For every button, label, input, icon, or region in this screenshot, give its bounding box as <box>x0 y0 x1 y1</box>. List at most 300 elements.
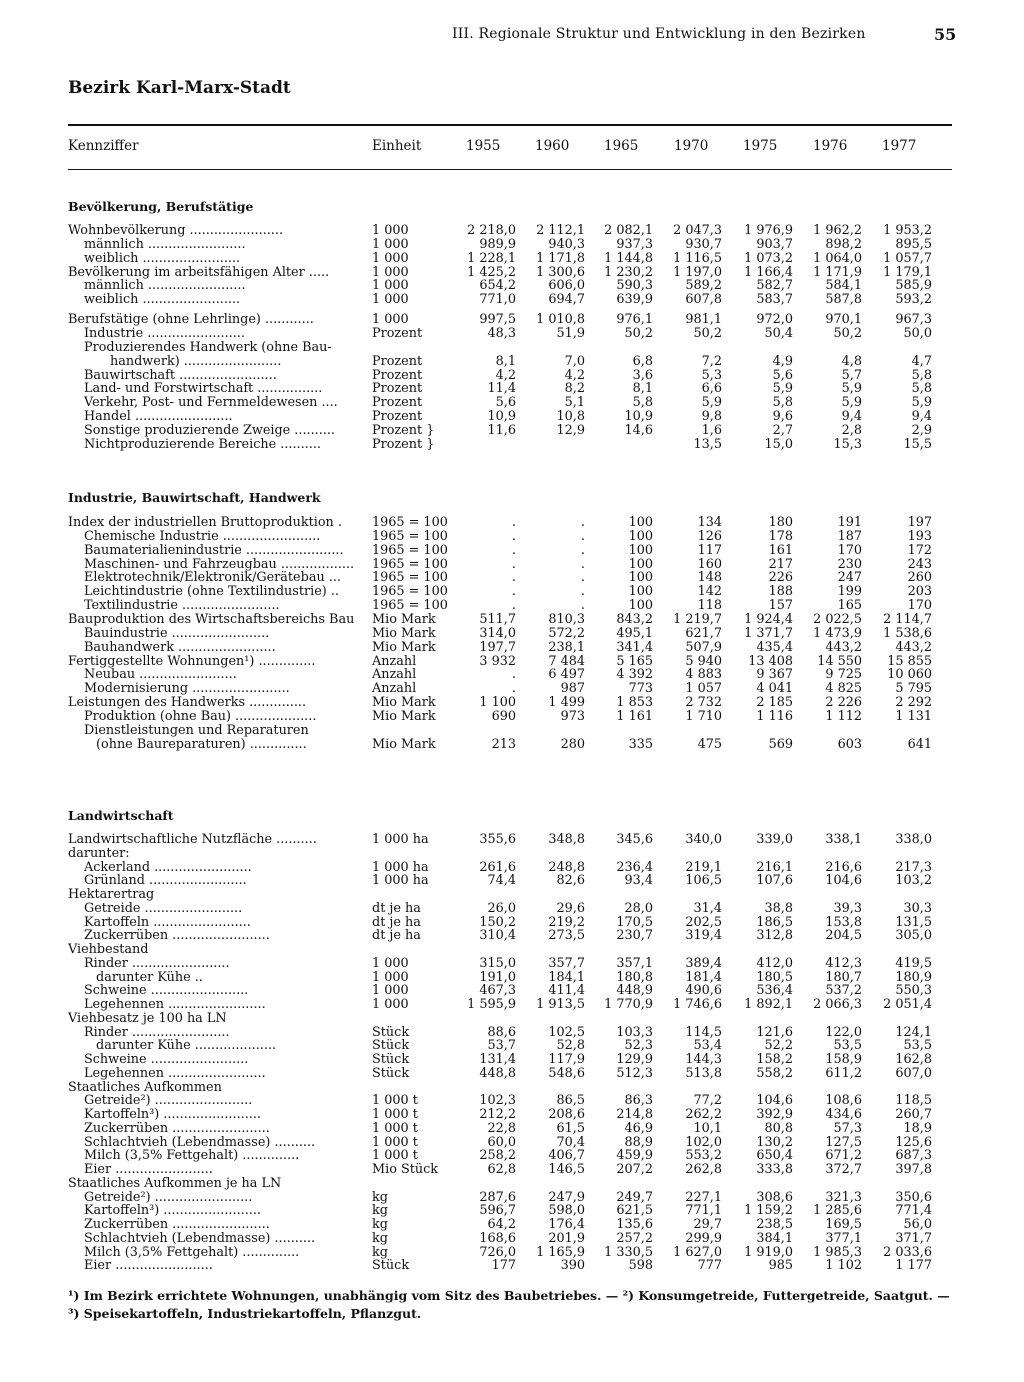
table-cell: 377,1 <box>825 1230 862 1246</box>
row-label: Bauproduktion des Wirtschaftsbereichs Bau <box>68 613 355 627</box>
row-unit: 1 000 t <box>372 1134 418 1150</box>
table-cell: 1 010,8 <box>536 312 585 328</box>
table-cell: 4,7 <box>911 353 932 369</box>
table-cell: 170 <box>837 542 862 558</box>
table-cell: 157 <box>768 598 793 614</box>
table-cell: 930,7 <box>685 236 722 252</box>
table-cell: 7,0 <box>564 353 585 369</box>
table-cell: 5,3 <box>701 367 722 383</box>
table-cell: 1 057 <box>685 681 722 697</box>
row-unit: 1965 = 100 <box>372 542 448 558</box>
row-label: Industrie ........................ <box>84 327 245 341</box>
table-cell: 2 112,1 <box>536 223 585 238</box>
table-cell: 127,5 <box>825 1134 862 1150</box>
table-cell: 9,8 <box>701 409 722 425</box>
column-header-year: 1965 <box>604 138 639 154</box>
row-label: Land- und Forstwirtschaft ................ <box>84 382 323 397</box>
row-label: Leichtindustrie (ohne Textilindustrie) .. <box>84 585 339 600</box>
row-label: Getreide ........................ <box>84 901 243 916</box>
table-cell: 86,3 <box>624 1093 653 1109</box>
table-cell: 216,6 <box>825 859 862 875</box>
table-cell: 583,7 <box>756 292 793 308</box>
table-cell: 443,2 <box>825 639 862 655</box>
table-cell: 124,1 <box>895 1024 932 1040</box>
table-cell: 184,1 <box>548 969 585 985</box>
table-cell: 777 <box>697 1258 722 1274</box>
table-cell: 2 114,7 <box>883 612 932 627</box>
table-cell: 495,1 <box>616 625 653 641</box>
table-cell: 122,0 <box>825 1024 862 1040</box>
table-cell: 536,4 <box>756 983 793 999</box>
table-cell: 121,6 <box>756 1024 793 1040</box>
row-unit: 1 000 <box>372 236 409 252</box>
row-label: Kartoffeln³) ........................ <box>84 1108 261 1122</box>
table-cell: 117 <box>697 542 722 558</box>
table-cell: 1 230,2 <box>604 264 653 280</box>
table-cell: 50,2 <box>833 326 862 341</box>
row-label: Neubau ........................ <box>84 668 237 683</box>
table-cell: 129,9 <box>616 1052 653 1067</box>
table-cell: 611,2 <box>825 1065 862 1081</box>
row-unit: Anzahl <box>372 653 417 669</box>
table-cell: 88,9 <box>624 1134 653 1150</box>
table-cell: 1 161 <box>616 708 653 724</box>
table-cell: 1 179,1 <box>883 264 932 280</box>
row-unit: Stück <box>372 1258 410 1274</box>
table-row <box>0 929 1024 943</box>
table-row <box>0 516 1024 530</box>
row-unit: Anzahl <box>372 667 417 683</box>
table-cell: 4,9 <box>772 353 793 369</box>
table-cell: 1 892,1 <box>744 997 793 1012</box>
row-label: handwerk) ........................ <box>110 354 282 369</box>
table-cell: 406,7 <box>548 1148 585 1164</box>
table-cell: 412,3 <box>825 955 862 971</box>
table-cell: 247,9 <box>548 1189 585 1205</box>
row-label: Schlachtvieh (Lebendmasse) .......... <box>84 1231 316 1246</box>
table-cell: 5 795 <box>895 681 932 697</box>
table-cell: 694,7 <box>548 292 585 308</box>
table-cell: 46,9 <box>624 1120 653 1136</box>
column-header-year: 1976 <box>813 138 848 154</box>
row-unit: Mio Mark <box>372 625 436 641</box>
table-cell: 305,0 <box>895 928 932 944</box>
table-cell: 30,3 <box>903 900 932 916</box>
table-cell: 197,7 <box>479 639 516 655</box>
table-cell: 348,8 <box>548 832 585 847</box>
table-cell: 170 <box>907 598 932 614</box>
table-cell: 102,5 <box>548 1024 585 1040</box>
table-row <box>0 438 1024 452</box>
table-cell: 114,5 <box>685 1024 722 1040</box>
table-cell: 201,9 <box>548 1230 585 1246</box>
table-cell: 12,9 <box>556 422 585 438</box>
table-cell: 104,6 <box>756 1093 793 1109</box>
row-unit: 1 000 <box>372 223 409 238</box>
table-cell: 178 <box>768 528 793 544</box>
table-cell: 168,6 <box>479 1230 516 1246</box>
row-unit: kg <box>372 1189 388 1205</box>
table-cell: 9 367 <box>756 667 793 683</box>
table-cell: 895,5 <box>895 236 932 252</box>
table-cell: 553,2 <box>685 1148 722 1164</box>
row-label: Zuckerrüben ........................ <box>84 1121 270 1136</box>
table-cell: 2,7 <box>772 422 793 438</box>
row-unit: 1 000 <box>372 969 409 985</box>
row-unit: Prozent <box>372 353 423 369</box>
table-cell: 102,3 <box>479 1093 516 1109</box>
row-label: Textilindustrie ........................ <box>84 599 280 614</box>
table-cell: 513,8 <box>685 1065 722 1081</box>
table-cell: 584,1 <box>825 278 862 294</box>
row-label: darunter: <box>68 846 130 861</box>
table-row <box>0 613 1024 627</box>
table-cell: 1 924,4 <box>744 612 793 627</box>
table-cell: 5,8 <box>772 395 793 411</box>
row-unit: 1 000 <box>372 278 409 294</box>
table-cell: 6 497 <box>548 667 585 683</box>
table-cell: 355,6 <box>479 832 516 847</box>
row-unit: dt je ha <box>372 914 421 930</box>
table-cell: 26,0 <box>487 900 516 916</box>
table-row <box>0 327 1024 341</box>
table-cell: 106,5 <box>685 873 722 889</box>
table-cell: 4 392 <box>616 667 653 683</box>
table-row <box>0 1067 1024 1081</box>
table-cell: 80,8 <box>764 1120 793 1136</box>
row-unit: 1965 = 100 <box>372 515 448 530</box>
table-cell: 1 538,6 <box>883 625 932 641</box>
row-label: Fertiggestellte Wohnungen¹) .............. <box>68 654 316 669</box>
row-unit: 1 000 ha <box>372 859 429 875</box>
table-cell: 490,6 <box>685 983 722 999</box>
table-cell: 260 <box>907 570 932 586</box>
table-cell: 6,6 <box>701 381 722 397</box>
table-cell: 537,2 <box>825 983 862 999</box>
table-cell: 180,7 <box>825 969 862 985</box>
table-cell: 641 <box>907 736 932 752</box>
table-cell: 180,5 <box>756 969 793 985</box>
table-cell: 258,2 <box>479 1148 516 1164</box>
row-unit: Mio Mark <box>372 736 436 752</box>
table-cell: 338,1 <box>825 832 862 847</box>
table-cell: 1 985,3 <box>813 1244 862 1260</box>
row-unit: 1 000 t <box>372 1120 418 1136</box>
table-cell: 448,9 <box>616 983 653 999</box>
table-row <box>0 1232 1024 1246</box>
row-unit: Mio Mark <box>372 708 436 724</box>
section-title: Landwirtschaft <box>68 808 174 823</box>
table-cell: 260,7 <box>895 1107 932 1122</box>
row-label: weiblich ........................ <box>84 293 241 308</box>
table-cell: 100 <box>628 542 653 558</box>
row-label: Kartoffeln ........................ <box>84 915 251 930</box>
table-cell: 2 066,3 <box>813 997 862 1012</box>
column-header-year: 1955 <box>466 138 501 154</box>
table-cell: 2 033,6 <box>883 1244 932 1260</box>
table-cell: 1 064,0 <box>813 250 862 266</box>
table-cell: 236,4 <box>616 859 653 875</box>
table-cell: 5,6 <box>495 395 516 411</box>
table-cell: 102,0 <box>685 1134 722 1150</box>
table-cell: 319,4 <box>685 928 722 944</box>
table-cell: 9,4 <box>841 409 862 425</box>
table-cell: 1,6 <box>701 422 722 438</box>
column-header-label: Kennziffer <box>68 138 139 154</box>
table-row <box>0 627 1024 641</box>
table-row <box>0 682 1024 696</box>
table-cell: 384,1 <box>756 1230 793 1246</box>
table-cell: 176,4 <box>548 1217 585 1232</box>
table-cell: 10,8 <box>556 409 585 425</box>
table-cell: 170,5 <box>616 914 653 930</box>
row-label: Bevölkerung im arbeitsfähigen Alter ..... <box>68 265 330 280</box>
table-cell: 238,1 <box>548 639 585 655</box>
row-label: Handel ........................ <box>84 410 233 425</box>
row-unit: Mio Mark <box>372 612 436 627</box>
table-cell: 177 <box>491 1258 516 1274</box>
table-row <box>0 888 1024 902</box>
table-row <box>0 1012 1024 1026</box>
column-header-unit: Einheit <box>372 138 422 154</box>
row-label: Landwirtschaftliche Nutzfläche .......... <box>68 833 317 847</box>
table-cell: 53,7 <box>487 1038 516 1054</box>
table-cell: 188 <box>768 584 793 600</box>
table-cell: 212,2 <box>479 1107 516 1122</box>
table-cell: 511,7 <box>479 612 516 627</box>
row-label: Legehennen ........................ <box>84 1066 266 1081</box>
table-cell: 180,8 <box>616 969 653 985</box>
table-cell: 273,5 <box>548 928 585 944</box>
table-cell: 299,9 <box>685 1230 722 1246</box>
table-row <box>0 313 1024 327</box>
table-cell: 5,9 <box>911 395 932 411</box>
row-label: Kartoffeln³) ........................ <box>84 1204 261 1219</box>
table-cell: 572,2 <box>548 625 585 641</box>
table-cell: 1 116 <box>756 708 793 724</box>
table-cell: 219,1 <box>685 859 722 875</box>
table-cell: 1 853 <box>616 695 653 711</box>
table-cell: 126 <box>697 528 722 544</box>
table-cell: 558,2 <box>756 1065 793 1081</box>
row-label: Viehbestand <box>68 943 149 957</box>
table-cell: 100 <box>628 570 653 586</box>
table-cell: 103,3 <box>616 1024 653 1040</box>
table-cell: 2 292 <box>895 695 932 711</box>
footnote: ³) Speisekartoffeln, Industriekartoffeln, Pflanzgut. <box>68 1306 422 1321</box>
row-label: Bauwirtschaft ........................ <box>84 368 277 383</box>
table-cell: 4 041 <box>756 681 793 697</box>
table-row <box>0 957 1024 971</box>
row-label: Wohnbevölkerung ....................... <box>68 224 284 238</box>
table-cell: 1 112 <box>825 708 862 724</box>
table-cell: 60,0 <box>487 1134 516 1150</box>
table-cell: 467,3 <box>479 983 516 999</box>
table-cell: 82,6 <box>556 873 585 889</box>
table-cell: . <box>511 556 516 572</box>
table-row <box>0 874 1024 888</box>
table-cell: 771,1 <box>685 1203 722 1219</box>
table-cell: 810,3 <box>548 612 585 627</box>
table-cell: 107,6 <box>756 873 793 889</box>
table-cell: 11,6 <box>487 422 516 438</box>
table-row <box>0 902 1024 916</box>
table-cell: 1 159,2 <box>744 1203 793 1219</box>
table-cell: 898,2 <box>825 236 862 252</box>
row-label: Rinder ........................ <box>84 956 230 971</box>
row-unit: 1 000 <box>372 292 409 308</box>
table-row <box>0 252 1024 266</box>
table-cell: 169,5 <box>825 1217 862 1232</box>
table-cell: 29,7 <box>693 1217 722 1232</box>
row-unit: Mio Mark <box>372 639 436 655</box>
table-cell: 687,3 <box>895 1148 932 1164</box>
table-cell: 248,8 <box>548 859 585 875</box>
row-unit: 1 000 t <box>372 1093 418 1109</box>
table-cell: 650,4 <box>756 1148 793 1164</box>
row-unit: Stück <box>372 1038 410 1054</box>
table-row <box>0 341 1024 355</box>
table-cell: 5,6 <box>772 367 793 383</box>
table-cell: 1 499 <box>548 695 585 711</box>
table-cell: 3 932 <box>479 653 516 669</box>
table-cell: 1 144,8 <box>604 250 653 266</box>
table-cell: 243 <box>907 556 932 572</box>
table-cell: 15,0 <box>764 436 793 452</box>
row-unit: kg <box>372 1203 388 1219</box>
row-label: Milch (3,5% Fettgehalt) .............. <box>84 1245 300 1260</box>
table-cell: 100 <box>628 515 653 530</box>
table-cell: 8,2 <box>564 381 585 397</box>
table-cell: 314,0 <box>479 625 516 641</box>
table-cell: 976,1 <box>616 312 653 328</box>
table-row <box>0 530 1024 544</box>
row-unit: 1965 = 100 <box>372 584 448 600</box>
table-cell: 161 <box>768 542 793 558</box>
table-cell: 338,0 <box>895 832 932 847</box>
table-cell: 2,8 <box>841 422 862 438</box>
table-cell: 582,7 <box>756 278 793 294</box>
table-cell: 180 <box>768 515 793 530</box>
table-cell: 4 883 <box>685 667 722 683</box>
table-row <box>0 571 1024 585</box>
table-cell: . <box>511 570 516 586</box>
table-cell: 9 725 <box>825 667 862 683</box>
table-cell: . <box>580 556 585 572</box>
table-cell: 1 746,6 <box>673 997 722 1012</box>
table-cell: 5,9 <box>772 381 793 397</box>
table-cell: 903,7 <box>756 236 793 252</box>
table-cell: 419,5 <box>895 955 932 971</box>
table-cell: 1 595,9 <box>467 997 516 1012</box>
table-row <box>0 847 1024 861</box>
table-cell: 148 <box>697 570 722 586</box>
running-header: III. Regionale Struktur und Entwicklung in den Bezirken <box>452 26 866 42</box>
row-unit: 1 000 t <box>372 1148 418 1164</box>
table-cell: 15,5 <box>903 436 932 452</box>
table-cell: 6,8 <box>632 353 653 369</box>
table-cell: 1 102 <box>825 1258 862 1274</box>
table-cell: 4,2 <box>495 367 516 383</box>
table-cell: 29,6 <box>556 900 585 916</box>
row-unit: 1 000 <box>372 312 409 328</box>
table-cell: 4 825 <box>825 681 862 697</box>
table-cell: 2,9 <box>911 422 932 438</box>
table-cell: 219,2 <box>548 914 585 930</box>
table-cell: 11,4 <box>487 381 516 397</box>
table-cell: 967,3 <box>895 312 932 328</box>
table-cell: 981,1 <box>685 312 722 328</box>
table-cell: 15 855 <box>887 653 932 669</box>
row-unit: 1965 = 100 <box>372 556 448 572</box>
table-cell: 1 171,8 <box>536 250 585 266</box>
table-cell: 1 976,9 <box>744 223 793 238</box>
table-cell: 308,6 <box>756 1189 793 1205</box>
table-cell: 142 <box>697 584 722 600</box>
table-cell: 13,5 <box>693 436 722 452</box>
row-unit: dt je ha <box>372 900 421 916</box>
column-header-year: 1970 <box>674 138 709 154</box>
table-cell: 56,0 <box>903 1217 932 1232</box>
table-cell: 639,9 <box>616 292 653 308</box>
table-cell: 193 <box>907 528 932 544</box>
table-cell: 1 770,9 <box>604 997 653 1012</box>
column-header-year: 1975 <box>743 138 778 154</box>
row-label: männlich ........................ <box>84 237 246 252</box>
table-cell: 48,3 <box>487 326 516 341</box>
table-cell: 50,4 <box>764 326 793 341</box>
table-cell: 606,0 <box>548 278 585 294</box>
table-cell: 973 <box>560 708 585 724</box>
row-label: Viehbesatz je 100 ha LN <box>68 1011 227 1026</box>
section-title: Bevölkerung, Berufstätige <box>68 199 254 214</box>
table-cell: . <box>580 570 585 586</box>
row-unit: 1 000 <box>372 955 409 971</box>
row-unit: 1 000 <box>372 250 409 266</box>
table-cell: 1 073,2 <box>744 250 793 266</box>
table-cell: 144,3 <box>685 1052 722 1067</box>
table-row <box>0 396 1024 410</box>
table-cell: 10,9 <box>487 409 516 425</box>
table-cell: 621,5 <box>616 1203 653 1219</box>
table-cell: 985 <box>768 1258 793 1274</box>
table-row <box>0 833 1024 847</box>
table-cell: 654,2 <box>479 278 516 294</box>
row-label: Zuckerrüben ........................ <box>84 1218 270 1232</box>
table-cell: 1 473,9 <box>813 625 862 641</box>
table-cell: 53,4 <box>693 1038 722 1054</box>
table-cell: 997,5 <box>479 312 516 328</box>
table-cell: 1 100 <box>479 695 516 711</box>
table-cell: 321,3 <box>825 1189 862 1205</box>
table-row <box>0 355 1024 369</box>
table-row <box>0 696 1024 710</box>
table-cell: 459,9 <box>616 1148 653 1164</box>
table-cell: 14,6 <box>624 422 653 438</box>
table-cell: 1 219,7 <box>673 612 722 627</box>
table-cell: 5,9 <box>841 395 862 411</box>
table-cell: 4,8 <box>841 353 862 369</box>
table-cell: 569 <box>768 736 793 752</box>
table-cell: 197 <box>907 515 932 530</box>
table-row <box>0 238 1024 252</box>
table-cell: 603 <box>837 736 862 752</box>
table-cell: 690 <box>491 708 516 724</box>
row-label: weiblich ........................ <box>84 251 241 266</box>
table-cell: 345,6 <box>616 832 653 847</box>
table-cell: 86,5 <box>556 1093 585 1109</box>
table-cell: 585,9 <box>895 278 932 294</box>
